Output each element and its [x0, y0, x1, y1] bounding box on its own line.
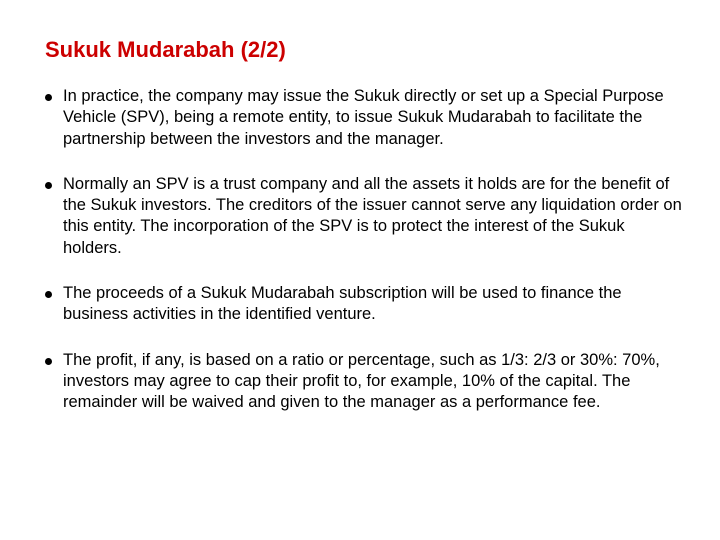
bullet-text: The proceeds of a Sukuk Mudarabah subscription will be used to finance the business activities in the identified venture. — [63, 284, 622, 324]
bullet-point-icon — [45, 182, 52, 189]
bullet-text: Normally an SPV is a trust company and all the assets it holds are for the benefit of the Sukuk investors. The creditors of the issuer cannot serve any liquidation order on this entity. The incorporation of the SPV is to protect the interest of the Sukuk holders. — [63, 174, 682, 257]
bullet-list — [44, 86, 684, 414]
bullet-text: The profit, if any, is based on a ratio or percentage, such as 1/3: 2/3 or 30%: 70%, investors may agree to cap their profit to, for example, 10% of the capital. The remainder will be waived and given to the manager as a performance fee. — [63, 350, 660, 412]
bullet-item — [44, 86, 684, 150]
bullet-item — [44, 350, 684, 414]
bullet-point-icon — [45, 94, 52, 101]
bullet-point-icon — [45, 291, 52, 298]
bullet-point-icon — [45, 358, 52, 365]
bullet-item — [44, 283, 684, 326]
slide-title: Sukuk Mudarabah (2/2) — [45, 37, 286, 62]
bullet-text: In practice, the company may issue the Sukuk directly or set up a Special Purpose Vehicle (SPV), being a remote entity, to issue Sukuk Mudarabah to facilitate the partnership between the investors and the manager. — [63, 87, 664, 148]
bullet-item — [44, 174, 684, 259]
